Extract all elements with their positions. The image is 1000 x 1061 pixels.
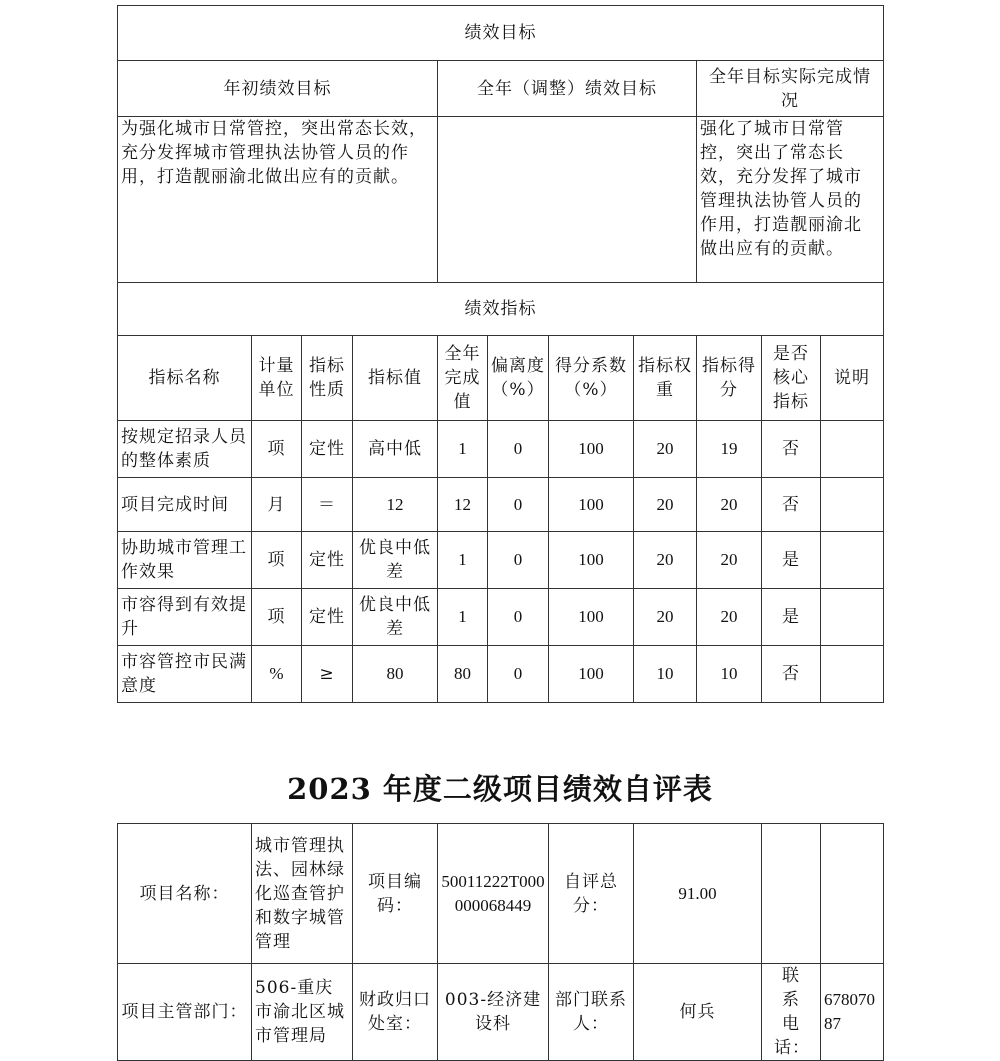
- header-score: 指标得分: [697, 336, 762, 421]
- indicator-coefficient: 100: [549, 478, 634, 532]
- indicator-unit: 项: [252, 532, 302, 589]
- project-code-label: 项目编码：: [353, 824, 438, 964]
- adjusted-goal-header: 全年（调整）绩效目标: [438, 61, 697, 117]
- finance-office-value: 003-经济建设科: [438, 964, 549, 1061]
- phone-label: 联系电话：: [762, 964, 821, 1061]
- indicator-deviation: 0: [488, 478, 549, 532]
- header-unit: 计量单位: [252, 336, 302, 421]
- indicator-core: 否: [762, 421, 821, 478]
- indicator-name: 市容得到有效提升: [118, 589, 252, 646]
- indicator-deviation: 0: [488, 421, 549, 478]
- header-indicator-name: 指标名称: [118, 336, 252, 421]
- indicator-actual: 1: [438, 421, 488, 478]
- indicator-score: 20: [697, 532, 762, 589]
- indicator-header-row: [118, 336, 884, 421]
- indicator-actual: 1: [438, 532, 488, 589]
- indicator-weight: 20: [634, 532, 697, 589]
- indicator-score: 19: [697, 421, 762, 478]
- adjusted-goal-text: [438, 117, 697, 283]
- finance-office-label: 财政归口处室：: [353, 964, 438, 1061]
- empty-cell: [762, 824, 821, 964]
- indicator-actual: 12: [438, 478, 488, 532]
- indicator-nature: 定性: [302, 532, 353, 589]
- dept-value: 506-重庆市渝北区城市管理局: [252, 964, 353, 1061]
- self-score-label: 自评总分：: [549, 824, 634, 964]
- initial-goal-text: 为强化城市日常管控，突出常态长效，充分发挥城市管理执法协管人员的作用，打造靓丽渝北做出应有的贡献。: [118, 117, 438, 283]
- project-name-label: 项目名称：: [118, 824, 252, 964]
- indicator-nature: ＝: [302, 478, 353, 532]
- indicator-unit: 项: [252, 421, 302, 478]
- dept-label: 项目主管部门：: [118, 964, 252, 1061]
- indicator-core: 否: [762, 478, 821, 532]
- table-row: [118, 532, 884, 589]
- indicator-core: 否: [762, 646, 821, 703]
- indicator-target: 高中低: [353, 421, 438, 478]
- page-title: 2023 年度二级项目绩效自评表: [287, 772, 713, 806]
- indicator-coefficient: 100: [549, 421, 634, 478]
- indicator-deviation: 0: [488, 589, 549, 646]
- indicator-unit: 月: [252, 478, 302, 532]
- indicator-coefficient: 100: [549, 532, 634, 589]
- indicator-note: [821, 421, 884, 478]
- indicator-score: 20: [697, 589, 762, 646]
- indicator-actual: 80: [438, 646, 488, 703]
- actual-completion-text: 强化了城市日常管控，突出了常态长效，充分发挥了城市管理执法协管人员的作用，打造靓丽渝北做出应有的贡献。: [697, 117, 884, 283]
- indicator-weight: 20: [634, 478, 697, 532]
- indicators-section-title: 绩效指标: [118, 283, 884, 336]
- table-row: [118, 589, 884, 646]
- indicator-name: 市容管控市民满意度: [118, 646, 252, 703]
- indicator-unit: 项: [252, 589, 302, 646]
- indicator-core: 是: [762, 532, 821, 589]
- indicator-weight: 20: [634, 589, 697, 646]
- contact-label: 部门联系人：: [549, 964, 634, 1061]
- project-info-table: [117, 823, 884, 1061]
- performance-table: [117, 5, 884, 703]
- header-core: 是否核心指标: [762, 336, 821, 421]
- indicator-note: [821, 646, 884, 703]
- initial-goal-header: 年初绩效目标: [118, 61, 438, 117]
- header-weight: 指标权重: [634, 336, 697, 421]
- indicator-deviation: 0: [488, 646, 549, 703]
- indicator-name: 按规定招录人员的整体素质: [118, 421, 252, 478]
- indicator-nature: 定性: [302, 589, 353, 646]
- project-code-value: 50011222T000000068449: [438, 824, 549, 964]
- indicator-score: 10: [697, 646, 762, 703]
- indicator-actual: 1: [438, 589, 488, 646]
- table-row: [118, 646, 884, 703]
- indicator-target: 优良中低差: [353, 532, 438, 589]
- indicator-target: 优良中低差: [353, 589, 438, 646]
- contact-value: 何兵: [634, 964, 762, 1061]
- indicator-target: 12: [353, 478, 438, 532]
- indicator-core: 是: [762, 589, 821, 646]
- indicator-note: [821, 589, 884, 646]
- header-nature: 指标性质: [302, 336, 353, 421]
- indicator-target: 80: [353, 646, 438, 703]
- indicator-weight: 20: [634, 421, 697, 478]
- indicator-deviation: 0: [488, 532, 549, 589]
- project-name-value: 城市管理执法、园林绿化巡查管护和数字城管管理: [252, 824, 353, 964]
- self-score-value: 91.00: [634, 824, 762, 964]
- table-row: [118, 478, 884, 532]
- indicator-nature: 定性: [302, 421, 353, 478]
- indicator-coefficient: 100: [549, 646, 634, 703]
- header-coefficient: 得分系数（%）: [549, 336, 634, 421]
- indicator-name: 项目完成时间: [118, 478, 252, 532]
- table-row: [118, 421, 884, 478]
- empty-cell: [821, 824, 884, 964]
- header-target: 指标值: [353, 336, 438, 421]
- indicator-unit: %: [252, 646, 302, 703]
- header-actual: 全年完成值: [438, 336, 488, 421]
- indicator-coefficient: 100: [549, 589, 634, 646]
- indicator-score: 20: [697, 478, 762, 532]
- indicator-nature: ≥: [302, 646, 353, 703]
- header-deviation: 偏离度（%）: [488, 336, 549, 421]
- actual-completion-header: 全年目标实际完成情况: [697, 61, 884, 117]
- goals-section-title: 绩效目标: [118, 6, 884, 61]
- indicator-name: 协助城市管理工作效果: [118, 532, 252, 589]
- phone-value: 67807087: [821, 964, 884, 1061]
- indicator-note: [821, 532, 884, 589]
- indicator-note: [821, 478, 884, 532]
- indicator-weight: 10: [634, 646, 697, 703]
- header-note: 说明: [821, 336, 884, 421]
